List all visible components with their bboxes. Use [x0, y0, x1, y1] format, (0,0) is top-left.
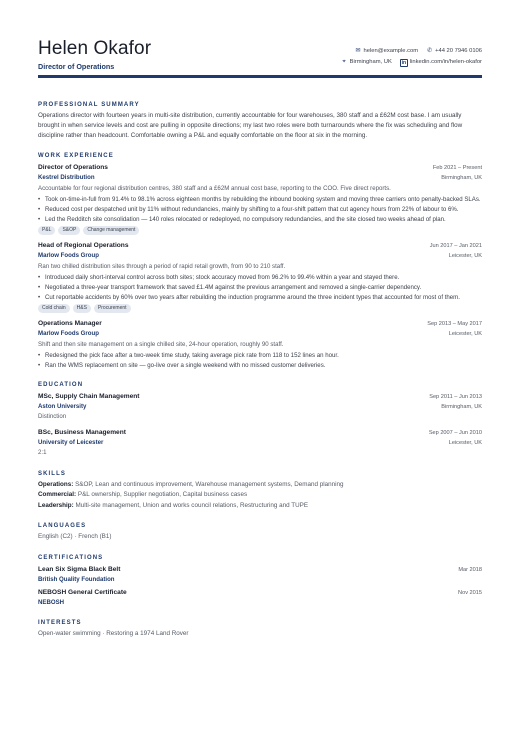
skill-value: S&OP, Lean and continuous improvement, Warehouse management systems, Demand planning [75, 480, 344, 488]
education-note: Distinction [38, 412, 67, 420]
job-tags [38, 226, 482, 235]
certification-issuer: NEBOSH [38, 598, 65, 606]
job-bullet: • Introduced daily short-interval control across both sites; stock accuracy moved from 96.2% to 99.4% within a year and stayed there. [38, 273, 482, 282]
candidate-title: Director of Operations [38, 62, 115, 71]
linkedin-icon: in [401, 59, 407, 66]
skill-tag: Change management [83, 226, 139, 235]
job-summary: Accountable for four regional distribution centres, 380 staff and a £62M annual cost base, reporting to the COO. Five direct reports. [38, 184, 391, 192]
job-company: Marlow Foods Group [38, 251, 99, 259]
job-dates: Feb 2021 – Present [432, 164, 482, 171]
certification-date: Mar 2018 [458, 566, 482, 573]
contact-linkedin[interactable]: linkedin.com/in/helen-okafor [409, 59, 482, 65]
education-dates: Sep 2007 – Jun 2010 [428, 430, 482, 437]
job-entry [38, 319, 482, 370]
contact-email[interactable]: helen@example.com [363, 48, 419, 54]
contact-phone[interactable]: +44 20 7946 0106 [435, 48, 482, 54]
section-heading: CERTIFICATIONS [38, 554, 104, 561]
job-bullet: • Ran the WMS replacement on site — go-live over a single weekend with no missed customer deliveries. [38, 361, 482, 370]
job-location: Birmingham, UK [441, 174, 482, 181]
job-bullet: • Cut reportable accidents by 60% over two years after rebuilding the induction programme around the three incident types that accounted for most of them. [38, 293, 482, 302]
skill-row [38, 480, 482, 491]
mail-icon: ✉ [355, 48, 361, 54]
section-heading: PROFESSIONAL SUMMARY [38, 101, 140, 108]
header-divider [38, 75, 482, 78]
section-heading: EDUCATION [38, 381, 84, 388]
languages-text: English (C2) · French (B1) [38, 533, 112, 541]
skill-tag: P&L [38, 226, 55, 235]
phone-icon: ✆ [427, 48, 433, 54]
school-location: Leicester, UK [448, 440, 482, 447]
job-title: Director of Operations [38, 163, 108, 171]
skill-value: P&L ownership, Supplier negotiation, Capital business cases [77, 491, 248, 499]
job-summary: Shift and then site management on a single chilled site, 24-hour operation, roughly 90 staff. [38, 340, 284, 348]
job-entry [38, 241, 482, 313]
certification-name: Lean Six Sigma Black Belt [38, 565, 121, 573]
skill-row [38, 501, 482, 512]
skill-tag: Procurement [94, 304, 131, 313]
candidate-name: Helen Okafor [38, 38, 152, 59]
skill-row [38, 490, 482, 501]
skill-label: Leadership: [38, 501, 74, 509]
job-bullet: • Negotiated a three-year transport framework that saved £1.4M against the previous arrangement and removed a single-carrier dependency. [38, 283, 482, 292]
interests-text: Open-water swimming · Restoring a 1974 Land Rover [38, 629, 189, 637]
school-location: Birmingham, UK [441, 403, 482, 410]
experience-section [38, 153, 482, 370]
job-location: Leicester, UK [448, 330, 482, 337]
education-dates: Sep 2011 – Jun 2013 [429, 393, 482, 400]
degree-title: BSc, Business Management [38, 429, 126, 437]
skill-tag: Cold chain [38, 304, 70, 313]
job-bullet: • Reduced cost per despatched unit by 11% without redundancies, mainly by shifting to a four-shift pattern that cut agency hours from 22% of labour to 6%. [38, 205, 482, 214]
job-company: Kestrel Distribution [38, 173, 95, 181]
contact-location: Birmingham, UK [349, 59, 392, 65]
resume-header [38, 38, 482, 71]
job-bullet: • Led the Redditch site consolidation — 140 roles relocated or redeployed, no compulsory redundancies, and the site closed two weeks ahead of plan. [38, 215, 482, 224]
degree-title: MSc, Supply Chain Management [38, 392, 140, 400]
section-heading: SKILLS [38, 470, 66, 477]
skills-section [38, 471, 482, 512]
section-heading: WORK EXPERIENCE [38, 152, 114, 159]
certification-name: NEBOSH General Certificate [38, 588, 127, 596]
skill-tag: H&S [73, 304, 91, 313]
job-entry [38, 163, 482, 235]
education-note: 2:1 [38, 449, 47, 457]
education-section [38, 382, 482, 458]
education-entry [38, 428, 482, 458]
job-location: Leicester, UK [448, 252, 482, 259]
job-company: Marlow Foods Group [38, 329, 99, 337]
location-pin-icon: ⌖ [342, 59, 346, 65]
section-heading: INTERESTS [38, 619, 82, 626]
school-name: Aston University [38, 402, 87, 410]
job-bullet: • Redesigned the pick face after a two-week time study, taking average pick rate from 118 to 152 lines an hour. [38, 351, 482, 360]
education-entry [38, 392, 482, 422]
job-dates: Jun 2017 – Jan 2021 [429, 242, 482, 249]
summary-text: Operations director with fourteen years in multi-site distribution, currently accountable for four warehouses, 380 staff and a £62M cost base. I am usually brought in when service levels and cost are pulling in opposite directions; my last two roles were both turnarounds where the fix was scheduling and flow discipline rather than headcount. Comfortable owning a P&L and equally comfortable on the floor at six in the morning. [38, 111, 463, 139]
certification-entry [38, 588, 482, 607]
certification-date: Nov 2015 [458, 589, 482, 596]
job-tags [38, 304, 482, 313]
job-title: Operations Manager [38, 319, 102, 327]
languages-section [38, 523, 482, 543]
skill-label: Commercial: [38, 491, 77, 499]
certifications-section [38, 555, 482, 607]
skill-tag: S&OP [58, 226, 80, 235]
interests-section [38, 620, 482, 640]
skill-value: Multi-site management, Union and works council relations, Restructuring and TUPE [75, 501, 309, 509]
summary-section [38, 102, 482, 141]
job-title: Head of Regional Operations [38, 241, 129, 249]
job-bullet: • Took on-time-in-full from 91.4% to 98.1% across eighteen months by rebuilding the inbound booking system and moving three carriers onto penalty-backed SLAs. [38, 195, 482, 204]
skill-label: Operations: [38, 480, 74, 488]
certification-entry [38, 565, 482, 584]
section-heading: LANGUAGES [38, 523, 87, 530]
certification-issuer: British Quality Foundation [38, 575, 115, 583]
school-name: University of Leicester [38, 439, 104, 447]
contact-block [341, 38, 482, 68]
job-summary: Ran two chilled distribution sites through a period of rapid retail growth, from 90 to 210 staff. [38, 262, 286, 270]
job-dates: Sep 2013 – May 2017 [427, 320, 482, 327]
